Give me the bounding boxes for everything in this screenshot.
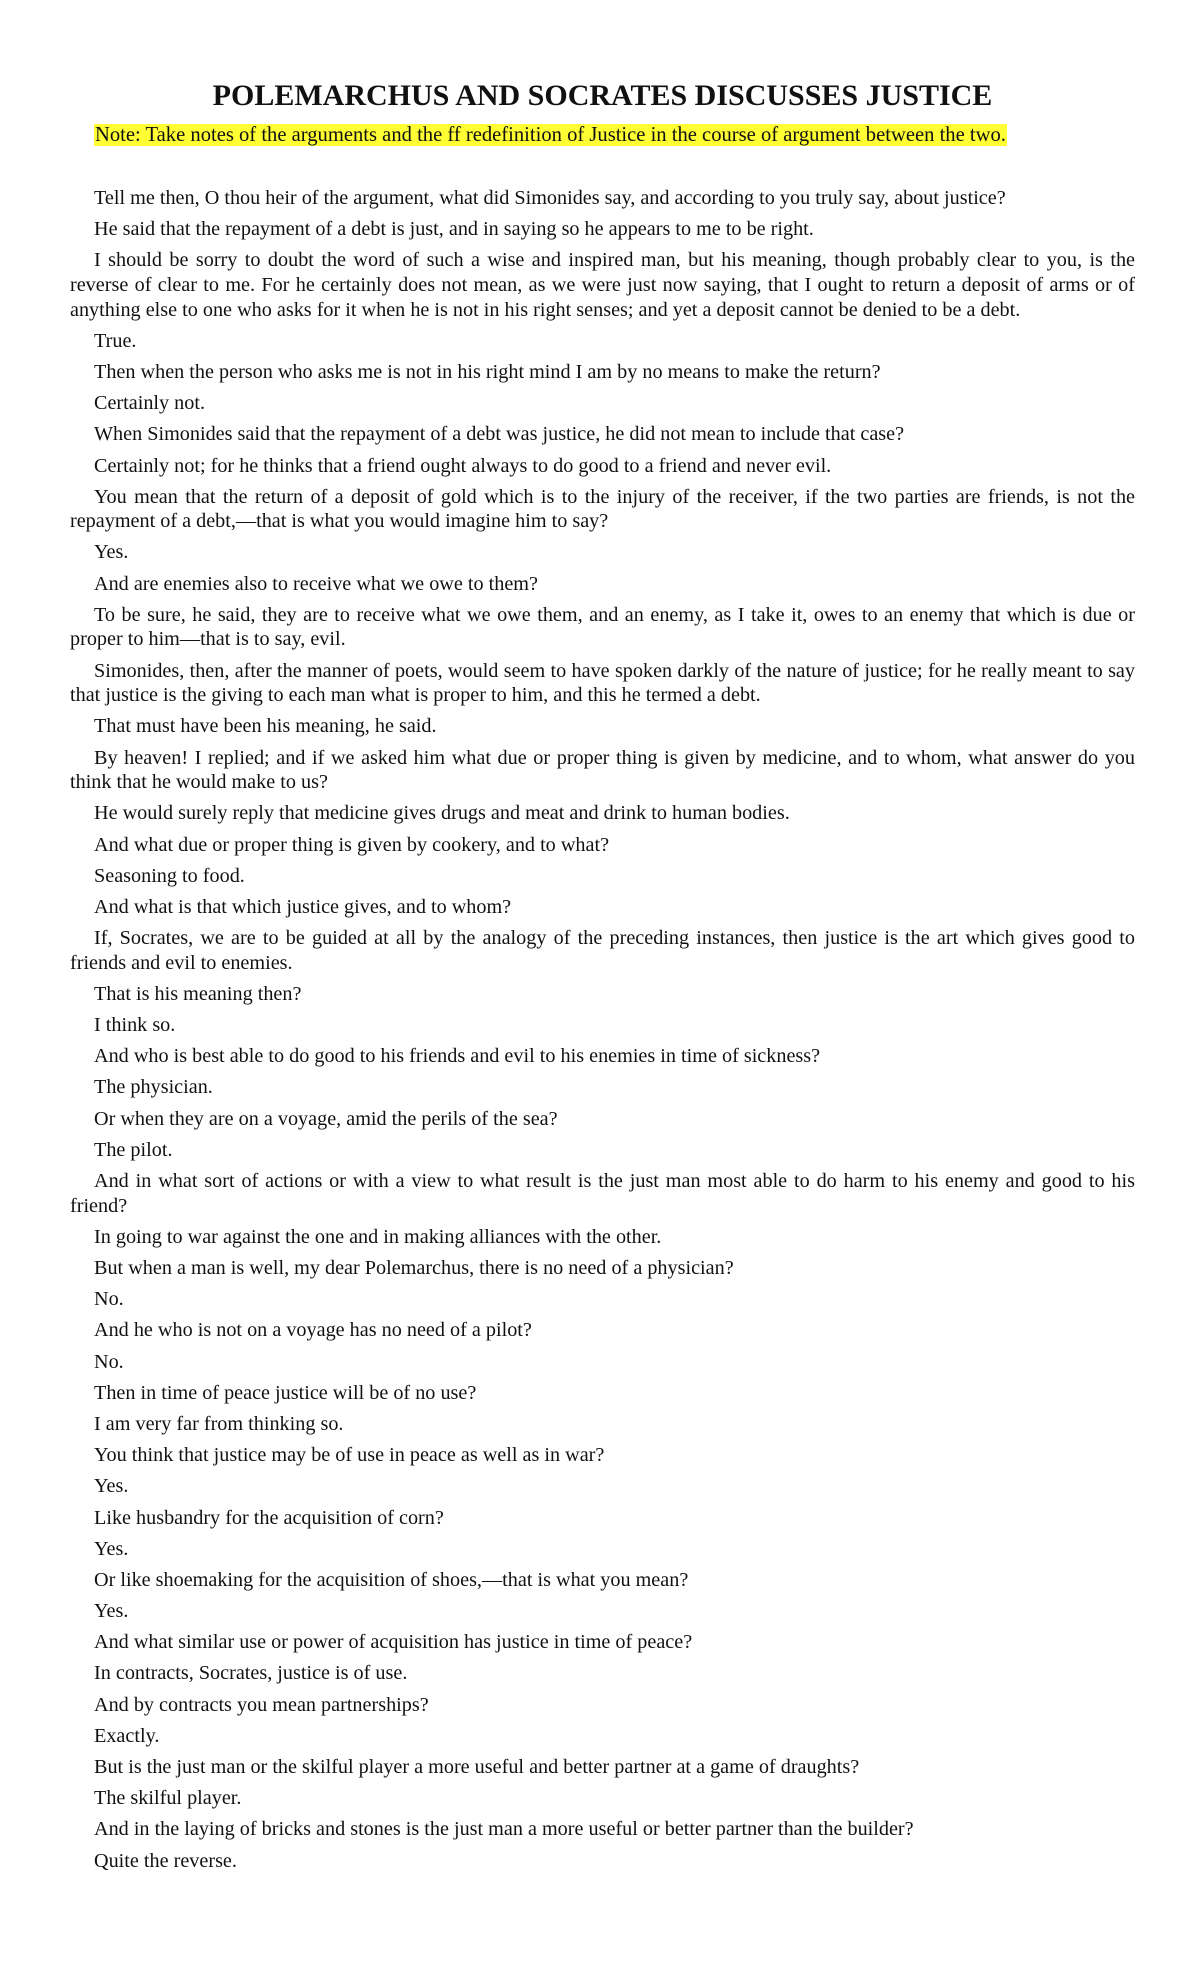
dialogue-paragraph: Then when the person who asks me is not in his right mind I am by no means to make the return?	[94, 360, 881, 383]
dialogue-paragraph: And in the laying of bricks and stones is the just man a more useful or better partner than the builder?	[94, 1818, 914, 1841]
dialogue-paragraph: And are enemies also to receive what we owe to them?	[94, 572, 538, 595]
dialogue-paragraph: No.	[94, 1288, 124, 1311]
dialogue-paragraph: By heaven! I replied; and if we asked him what due or proper thing is given by medicine, and to whom, what answer do you think that he would make to us?	[70, 746, 1135, 794]
document-page	[70, 78, 1135, 1880]
dialogue-paragraph: True.	[94, 329, 137, 352]
dialogue-paragraph: Exactly.	[94, 1724, 160, 1747]
dialogue-paragraph: That is his meaning then?	[94, 982, 302, 1005]
dialogue-paragraph: He would surely reply that medicine gives drugs and meat and drink to human bodies.	[94, 802, 790, 825]
dialogue-paragraph: If, Socrates, we are to be guided at all by the analogy of the preceding instances, then justice is the art which gives good to friends and evil to enemies.	[70, 927, 1135, 974]
dialogue-paragraph: Or like shoemaking for the acquisition of shoes,—that is what you mean?	[94, 1568, 689, 1591]
dialogue-paragraph: Certainly not; for he thinks that a friend ought always to do good to a friend and never evil.	[94, 454, 832, 477]
dialogue-paragraph: He said that the repayment of a debt is just, and in saying so he appears to me to be right.	[94, 218, 814, 241]
dialogue-paragraph: Or when they are on a voyage, amid the perils of the sea?	[94, 1107, 558, 1130]
dialogue-paragraph: Simonides, then, after the manner of poets, would seem to have spoken darkly of the nature of justice; for he really meant to say that justice is the giving to each man what is proper to him, and this he termed a debt.	[70, 659, 1135, 707]
dialogue-paragraph: The physician.	[94, 1076, 213, 1099]
dialogue-paragraph: Quite the reverse.	[94, 1849, 237, 1872]
dialogue-paragraph: But is the just man or the skilful player a more useful and better partner at a game of draughts?	[94, 1756, 860, 1778]
dialogue-paragraph: The pilot.	[94, 1138, 173, 1161]
dialogue-paragraph: And who is best able to do good to his friends and evil to his enemies in time of sickness?	[94, 1045, 821, 1068]
dialogue-paragraph: To be sure, he said, they are to receive what we owe them, and an enemy, as I take it, owes to an enemy that which is due or proper to him—that is to say, evil.	[70, 603, 1135, 651]
dialogue-paragraph: Then in time of peace justice will be of no use?	[94, 1381, 477, 1404]
dialogue-paragraph: Like husbandry for the acquisition of corn?	[94, 1506, 444, 1529]
dialogue-paragraph: And what is that which justice gives, and to whom?	[94, 895, 512, 918]
dialogue-paragraph: I should be sorry to doubt the word of such a wise and inspired man, but his meaning, though probably clear to you, is the reverse of clear to me. For he certainly does not mean, as we were just now saying, that I ought to return a deposit of arms or of anything else to one who asks for it when he is not in his right senses; and yet a deposit cannot be denied to be a debt.	[70, 249, 1135, 321]
note-line	[70, 122, 1135, 150]
dialogue-paragraph: You mean that the return of a deposit of gold which is to the injury of the receiver, if the two parties are friends, is not the repayment of a debt,—that is what you would imagine him to say?	[70, 485, 1135, 533]
dialogue-body	[70, 186, 1135, 1873]
dialogue-paragraph: In going to war against the one and in making alliances with the other.	[94, 1225, 662, 1248]
dialogue-paragraph: And by contracts you mean partnerships?	[94, 1693, 429, 1716]
dialogue-paragraph: Certainly not.	[94, 392, 206, 415]
dialogue-paragraph: Tell me then, O thou heir of the argument, what did Simonides say, and according to you truly say, about justice?	[94, 187, 1006, 209]
dialogue-paragraph: And in what sort of actions or with a view to what result is the just man most able to do harm to his enemy and good to his friend?	[70, 1170, 1135, 1217]
dialogue-paragraph: Seasoning to food.	[94, 864, 245, 887]
dialogue-paragraph: In contracts, Socrates, justice is of use.	[94, 1662, 408, 1685]
dialogue-paragraph: Yes.	[94, 1600, 129, 1623]
document-title: POLEMARCHUS AND SOCRATES DISCUSSES JUSTICE	[212, 79, 993, 112]
dialogue-paragraph: No.	[94, 1350, 124, 1373]
dialogue-paragraph: Yes.	[94, 1537, 129, 1560]
dialogue-paragraph: Yes.	[94, 1475, 129, 1498]
dialogue-paragraph: And what similar use or power of acquisition has justice in time of peace?	[94, 1631, 693, 1654]
dialogue-paragraph: I think so.	[94, 1014, 176, 1037]
dialogue-paragraph: And he who is not on a voyage has no need of a pilot?	[94, 1319, 532, 1342]
dialogue-paragraph: Yes.	[94, 541, 129, 564]
dialogue-paragraph: And what due or proper thing is given by cookery, and to what?	[94, 833, 610, 856]
dialogue-paragraph: When Simonides said that the repayment of a debt was justice, he did not mean to include that case?	[94, 423, 905, 446]
dialogue-paragraph: But when a man is well, my dear Polemarchus, there is no need of a physician?	[94, 1257, 734, 1279]
dialogue-paragraph: That must have been his meaning, he said.	[94, 715, 437, 738]
dialogue-paragraph: The skilful player.	[94, 1787, 242, 1810]
highlighted-note: Note: Take notes of the arguments and the ff redefinition of Justice in the course of argument between the two.	[95, 124, 1006, 146]
dialogue-paragraph: You think that justice may be of use in peace as well as in war?	[94, 1444, 605, 1467]
dialogue-paragraph: I am very far from thinking so.	[94, 1412, 344, 1435]
